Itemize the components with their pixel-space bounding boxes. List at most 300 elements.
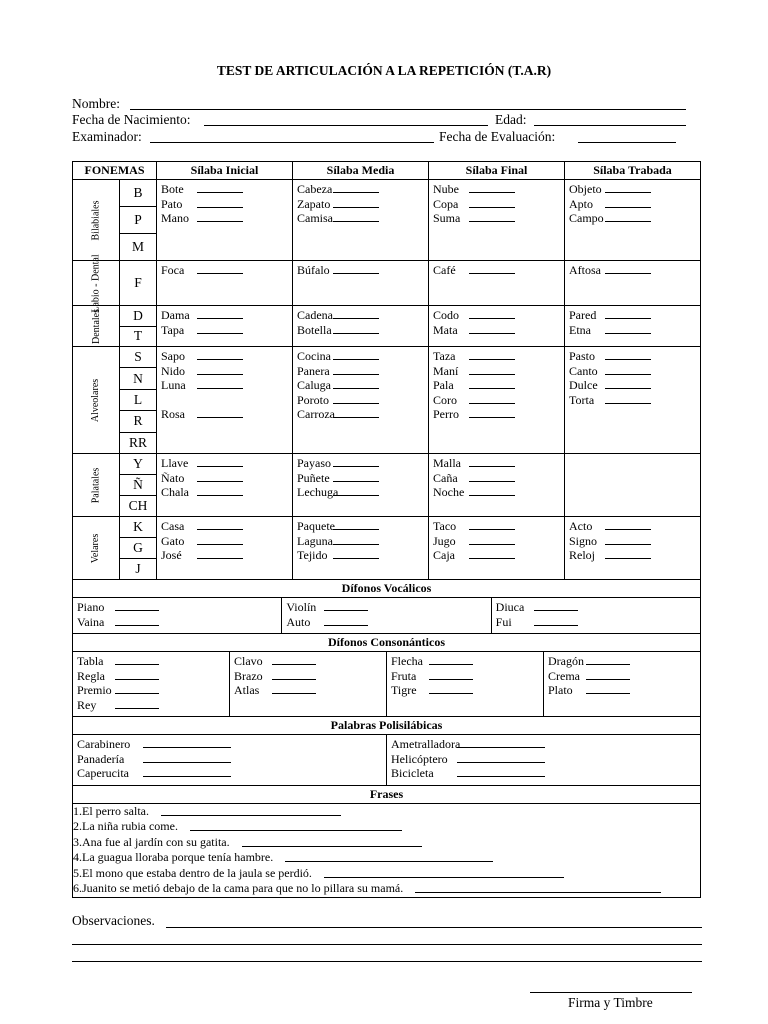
word-label: Mano <box>161 211 189 225</box>
word-item <box>391 766 696 781</box>
word-item <box>569 378 696 393</box>
silaba-final-cell <box>429 347 565 454</box>
group-phonemes <box>73 306 157 347</box>
word-item <box>297 364 424 379</box>
answer-blank[interactable] <box>197 263 243 274</box>
observaciones-field-2[interactable] <box>72 944 702 945</box>
answer-blank[interactable] <box>143 752 231 763</box>
word-item <box>297 308 424 323</box>
answer-blank[interactable] <box>333 211 379 222</box>
nombre-field[interactable] <box>130 109 686 110</box>
word-item <box>433 471 560 486</box>
word-item <box>569 211 696 226</box>
frase-text: 6.Juanito se metió debajo de la cama para que no lo pillara su mamá. <box>73 881 404 895</box>
word-label: Aftosa <box>569 263 601 277</box>
word-label: Taza <box>433 349 456 363</box>
word-item <box>569 323 696 338</box>
group-phonemes <box>73 454 157 517</box>
answer-blank[interactable] <box>605 519 651 530</box>
word-label: Payaso <box>297 456 331 470</box>
answer-blank[interactable] <box>586 683 630 694</box>
answer-blank[interactable] <box>197 519 243 530</box>
word-label: Mata <box>433 322 458 337</box>
word-item <box>391 683 539 698</box>
word-label: Dragón <box>548 654 584 668</box>
answer-blank[interactable] <box>469 211 515 222</box>
word-label: Cadena <box>297 308 333 322</box>
silaba-inicial-cell <box>157 347 293 454</box>
word-label: Cocina <box>297 349 331 363</box>
answer-blank[interactable] <box>115 683 159 694</box>
frase-item <box>73 881 700 897</box>
answer-blank[interactable] <box>333 471 379 482</box>
word-item <box>286 615 486 630</box>
word-item <box>569 364 696 379</box>
answer-blank[interactable] <box>333 485 379 496</box>
answer-blank[interactable] <box>197 378 243 389</box>
answer-blank[interactable] <box>469 364 515 375</box>
answer-blank[interactable] <box>333 308 379 319</box>
word-item <box>161 323 288 338</box>
word-item <box>77 600 277 615</box>
word-label: Fui <box>495 614 512 629</box>
answer-blank[interactable] <box>605 548 651 559</box>
word-label: Carroza <box>297 407 335 421</box>
answer-blank[interactable] <box>143 737 231 748</box>
word-label: Suma <box>433 211 461 225</box>
answer-blank[interactable] <box>197 364 243 375</box>
answer-blank[interactable] <box>333 323 379 334</box>
answer-blank[interactable] <box>457 752 545 763</box>
answer-blank[interactable] <box>586 669 630 680</box>
answer-blank[interactable] <box>115 698 159 709</box>
word-item <box>569 393 696 408</box>
word-label: Zapato <box>297 196 331 211</box>
difonos-vocalicos-cols <box>73 598 700 633</box>
difonos-consonanticos-section <box>73 652 701 717</box>
phoneme-letter: L <box>120 390 156 411</box>
word-label: Pared <box>569 308 597 322</box>
group-label: Velares <box>90 533 102 563</box>
word-label: Ametralladora <box>391 737 461 751</box>
word-item <box>297 485 424 500</box>
word-column <box>386 735 700 785</box>
word-label: Tigre <box>391 683 417 697</box>
answer-blank[interactable] <box>605 349 651 360</box>
answer-blank[interactable] <box>429 683 473 694</box>
word-label: Brazo <box>234 668 263 683</box>
answer-blank[interactable] <box>469 323 515 334</box>
answer-blank[interactable] <box>115 669 159 680</box>
answer-blank[interactable] <box>333 519 379 530</box>
silaba-final-cell <box>429 261 565 306</box>
answer-blank[interactable] <box>605 364 651 375</box>
answer-blank[interactable] <box>605 534 651 545</box>
answer-blank[interactable] <box>272 654 316 665</box>
word-label: José <box>161 548 182 562</box>
answer-blank[interactable] <box>469 182 515 193</box>
answer-blank[interactable] <box>333 182 379 193</box>
answer-blank[interactable] <box>197 308 243 319</box>
word-label: Café <box>433 263 456 277</box>
word-label: Copa <box>433 196 459 211</box>
answer-blank[interactable] <box>197 407 243 418</box>
word-label: Camisa <box>297 211 333 225</box>
word-item <box>297 378 424 393</box>
frase-text: 5.El mono que estaba dentro de la jaula se perdió. <box>73 865 312 880</box>
word-item <box>161 548 288 563</box>
word-label: Crema <box>548 668 580 683</box>
answer-blank[interactable] <box>333 378 379 389</box>
answer-blank[interactable] <box>605 211 651 222</box>
answer-blank[interactable] <box>333 263 379 274</box>
word-item <box>297 211 424 226</box>
word-column <box>73 735 386 785</box>
observaciones-field-1[interactable] <box>166 927 702 928</box>
frase-item <box>73 819 700 835</box>
silaba-final-cell <box>429 306 565 347</box>
word-item <box>569 534 696 549</box>
answer-blank[interactable] <box>324 600 368 611</box>
silaba-trabada-cell <box>565 517 701 580</box>
word-label: Laguna <box>297 533 333 548</box>
answer-blank[interactable] <box>469 519 515 530</box>
answer-blank[interactable] <box>605 308 651 319</box>
silaba-media-cell <box>293 347 429 454</box>
word-label: Campo <box>569 211 604 225</box>
word-label: Gato <box>161 533 185 548</box>
answer-blank[interactable] <box>605 323 651 334</box>
group-row <box>73 306 701 347</box>
answer-blank[interactable] <box>197 211 243 222</box>
word-label: Llave <box>161 456 189 470</box>
word-label: Caja <box>433 548 455 562</box>
word-label: Caluga <box>297 378 331 392</box>
answer-blank[interactable] <box>333 534 379 545</box>
answer-blank[interactable] <box>469 349 515 360</box>
silaba-final-cell <box>429 454 565 517</box>
word-column <box>491 598 700 633</box>
word-label: Plato <box>548 683 573 697</box>
answer-blank[interactable] <box>197 349 243 360</box>
word-column <box>229 652 386 716</box>
phoneme-letter: Ñ <box>120 475 156 496</box>
firma-line[interactable] <box>530 992 692 993</box>
word-label: Canto <box>569 363 598 378</box>
word-label: Flecha <box>391 654 423 668</box>
answer-blank[interactable] <box>242 835 422 847</box>
col-fonemas: FONEMAS <box>73 162 157 180</box>
word-label: Bote <box>161 182 184 196</box>
answer-blank[interactable] <box>469 263 515 274</box>
word-label: Piano <box>77 600 105 614</box>
answer-blank[interactable] <box>197 182 243 193</box>
word-item <box>77 752 382 767</box>
firma-timbre-label: Firma y Timbre <box>568 995 653 1010</box>
answer-blank[interactable] <box>469 197 515 208</box>
word-item <box>433 393 560 408</box>
answer-blank[interactable] <box>469 471 515 482</box>
answer-blank[interactable] <box>469 456 515 467</box>
word-item <box>161 364 288 379</box>
word-item <box>161 263 288 278</box>
word-item <box>569 548 696 563</box>
phoneme-letter: P <box>120 207 156 234</box>
frases-title: Frases <box>73 785 701 803</box>
word-item <box>234 669 382 684</box>
word-item <box>569 263 696 278</box>
word-item <box>433 548 560 563</box>
word-item <box>77 766 382 781</box>
phoneme-letter: J <box>135 561 141 576</box>
word-item <box>297 182 424 197</box>
answer-blank[interactable] <box>586 654 630 665</box>
answer-blank[interactable] <box>429 654 473 665</box>
silaba-inicial-cell <box>157 180 293 261</box>
word-label: Sapo <box>161 349 185 363</box>
word-item <box>234 654 382 669</box>
answer-blank[interactable] <box>333 548 379 559</box>
word-label: Noche <box>433 485 465 499</box>
word-label: Premio <box>77 683 112 697</box>
word-label: Perro <box>433 407 459 421</box>
group-label: Bilabiales <box>90 200 102 240</box>
silaba-media-cell <box>293 517 429 580</box>
group-label: Palatales <box>90 467 102 503</box>
word-label: Ñato <box>161 470 185 485</box>
edad-field[interactable] <box>534 125 686 126</box>
answer-blank[interactable] <box>605 182 651 193</box>
word-label: Luna <box>161 378 186 392</box>
word-column <box>386 652 543 716</box>
observaciones-field-3[interactable] <box>72 961 702 962</box>
word-item <box>161 519 288 534</box>
answer-blank[interactable] <box>333 456 379 467</box>
silaba-inicial-cell <box>157 261 293 306</box>
word-label: Pala <box>433 378 454 392</box>
group-label: Alveolares <box>90 378 102 422</box>
fecha-nacimiento-field[interactable] <box>204 125 488 126</box>
phoneme-letter: RR <box>128 434 147 450</box>
word-label: Codo <box>433 308 460 322</box>
word-item <box>391 669 539 684</box>
word-item <box>161 349 288 364</box>
word-item <box>433 211 560 226</box>
answer-blank[interactable] <box>115 615 159 626</box>
observaciones-label: Observaciones. <box>72 913 155 928</box>
answer-blank[interactable] <box>605 197 651 208</box>
word-item <box>286 600 486 615</box>
word-label: Jugo <box>433 533 456 548</box>
group-phonemes <box>73 517 157 580</box>
answer-blank[interactable] <box>605 378 651 389</box>
word-label: Dulce <box>569 378 598 392</box>
answer-blank[interactable] <box>272 669 316 680</box>
word-label: Maní <box>433 363 459 378</box>
word-item <box>569 182 696 197</box>
answer-blank[interactable] <box>469 393 515 404</box>
group-phonemes <box>73 347 157 454</box>
answer-blank[interactable] <box>333 407 379 418</box>
answer-blank[interactable] <box>324 866 564 878</box>
word-label: Malla <box>433 456 461 470</box>
word-column <box>543 652 700 716</box>
answer-blank[interactable] <box>197 456 243 467</box>
phoneme-groups <box>73 180 701 580</box>
word-item <box>548 654 696 669</box>
group-row <box>73 347 701 454</box>
word-label: Objeto <box>569 182 602 196</box>
word-column <box>73 598 281 633</box>
word-item <box>496 615 696 630</box>
answer-blank[interactable] <box>272 683 316 694</box>
silaba-media-cell <box>293 180 429 261</box>
answer-blank[interactable] <box>469 485 515 496</box>
answer-blank[interactable] <box>190 819 402 831</box>
word-item <box>569 407 696 422</box>
answer-blank[interactable] <box>469 548 515 559</box>
word-item <box>433 407 560 422</box>
frase-text: 2.La niña rubia come. <box>73 819 178 833</box>
phoneme-table <box>72 161 701 898</box>
phoneme-letter: T <box>133 328 143 344</box>
answer-blank[interactable] <box>469 378 515 389</box>
silaba-media-cell <box>293 261 429 306</box>
word-label: Clavo <box>234 654 263 668</box>
word-item <box>297 393 424 408</box>
answer-blank[interactable] <box>469 308 515 319</box>
answer-blank[interactable] <box>197 485 243 496</box>
word-item <box>297 349 424 364</box>
word-item <box>77 698 225 713</box>
examinador-field[interactable] <box>150 142 434 143</box>
word-item <box>433 182 560 197</box>
answer-blank[interactable] <box>333 349 379 360</box>
word-item <box>569 349 696 364</box>
word-label: Pasto <box>569 349 596 363</box>
answer-blank[interactable] <box>333 364 379 375</box>
answer-blank[interactable] <box>115 654 159 665</box>
answer-blank[interactable] <box>534 615 578 626</box>
word-label: Signo <box>569 533 598 548</box>
polisilabicas-cols <box>73 735 700 785</box>
answer-blank[interactable] <box>469 534 515 545</box>
word-item <box>433 308 560 323</box>
answer-blank[interactable] <box>285 850 493 862</box>
fecha-evaluacion-label: Fecha de Evaluación: <box>439 129 556 144</box>
word-item <box>161 182 288 197</box>
fecha-nacimiento-label: Fecha de Nacimiento: <box>72 112 191 127</box>
word-item <box>569 308 696 323</box>
word-label: Pato <box>161 196 183 211</box>
word-label: Tapa <box>161 322 185 337</box>
silaba-inicial-cell <box>157 454 293 517</box>
word-item <box>569 197 696 212</box>
word-label: Rey <box>77 697 97 712</box>
word-item <box>297 519 424 534</box>
word-label: Fruta <box>391 668 417 683</box>
phoneme-letter: R <box>120 411 156 432</box>
answer-blank[interactable] <box>415 881 661 893</box>
answer-blank[interactable] <box>197 197 243 208</box>
silaba-trabada-cell <box>565 347 701 454</box>
group-phonemes <box>73 253 157 313</box>
answer-blank[interactable] <box>197 471 243 482</box>
group-row <box>73 261 701 306</box>
answer-blank[interactable] <box>333 393 379 404</box>
word-label: Chala <box>161 485 189 499</box>
phoneme-letter: F <box>134 275 142 290</box>
word-item <box>297 197 424 212</box>
phoneme-letter: M <box>131 239 144 254</box>
phoneme-letter: D <box>120 306 156 327</box>
frase-item <box>73 804 700 820</box>
word-label: Panadería <box>77 751 125 766</box>
group-row <box>73 454 701 517</box>
answer-blank[interactable] <box>115 600 159 611</box>
answer-blank[interactable] <box>197 323 243 334</box>
answer-blank[interactable] <box>605 263 651 274</box>
word-label: Búfalo <box>297 263 330 277</box>
word-item <box>161 393 288 408</box>
col-silaba-inicial: Sílaba Inicial <box>157 162 293 180</box>
silaba-final-cell <box>429 517 565 580</box>
answer-blank[interactable] <box>469 407 515 418</box>
word-label: Nube <box>433 182 459 196</box>
answer-blank[interactable] <box>143 766 231 777</box>
answer-blank[interactable] <box>429 669 473 680</box>
word-item <box>297 548 424 563</box>
word-item <box>161 407 288 422</box>
answer-blank[interactable] <box>457 737 545 748</box>
answer-blank[interactable] <box>161 804 341 816</box>
polisilabicas-section <box>73 735 701 786</box>
word-item <box>234 683 382 698</box>
frase-item <box>73 866 700 882</box>
difonos-consonanticos-cols <box>73 652 700 716</box>
answer-blank[interactable] <box>534 600 578 611</box>
word-label: Lechuga <box>297 485 339 499</box>
answer-blank[interactable] <box>605 393 651 404</box>
group-phonemes <box>73 180 157 261</box>
word-item <box>161 197 288 212</box>
word-label: Rosa <box>161 407 185 421</box>
answer-blank[interactable] <box>457 766 545 777</box>
answer-blank[interactable] <box>324 615 368 626</box>
answer-blank[interactable] <box>197 534 243 545</box>
answer-blank[interactable] <box>197 548 243 559</box>
fecha-evaluacion-field[interactable] <box>578 142 676 143</box>
word-label: Vaina <box>77 614 105 629</box>
answer-blank[interactable] <box>333 197 379 208</box>
silaba-final-cell <box>429 180 565 261</box>
word-label: Etna <box>569 322 591 337</box>
word-label: Diuca <box>495 600 525 614</box>
word-item <box>496 600 696 615</box>
col-silaba-media: Sílaba Media <box>293 162 429 180</box>
frase-item <box>73 850 700 866</box>
word-label: Cabeza <box>297 182 333 196</box>
silaba-trabada-cell <box>565 454 701 517</box>
group-label: Dentales <box>90 308 102 344</box>
word-label: Puñete <box>297 470 330 485</box>
word-label: Carabinero <box>77 737 131 751</box>
word-item <box>161 471 288 486</box>
word-label: Botella <box>297 322 332 337</box>
silaba-trabada-cell <box>565 180 701 261</box>
word-label: Paquete <box>297 519 335 533</box>
frase-item <box>73 835 700 851</box>
